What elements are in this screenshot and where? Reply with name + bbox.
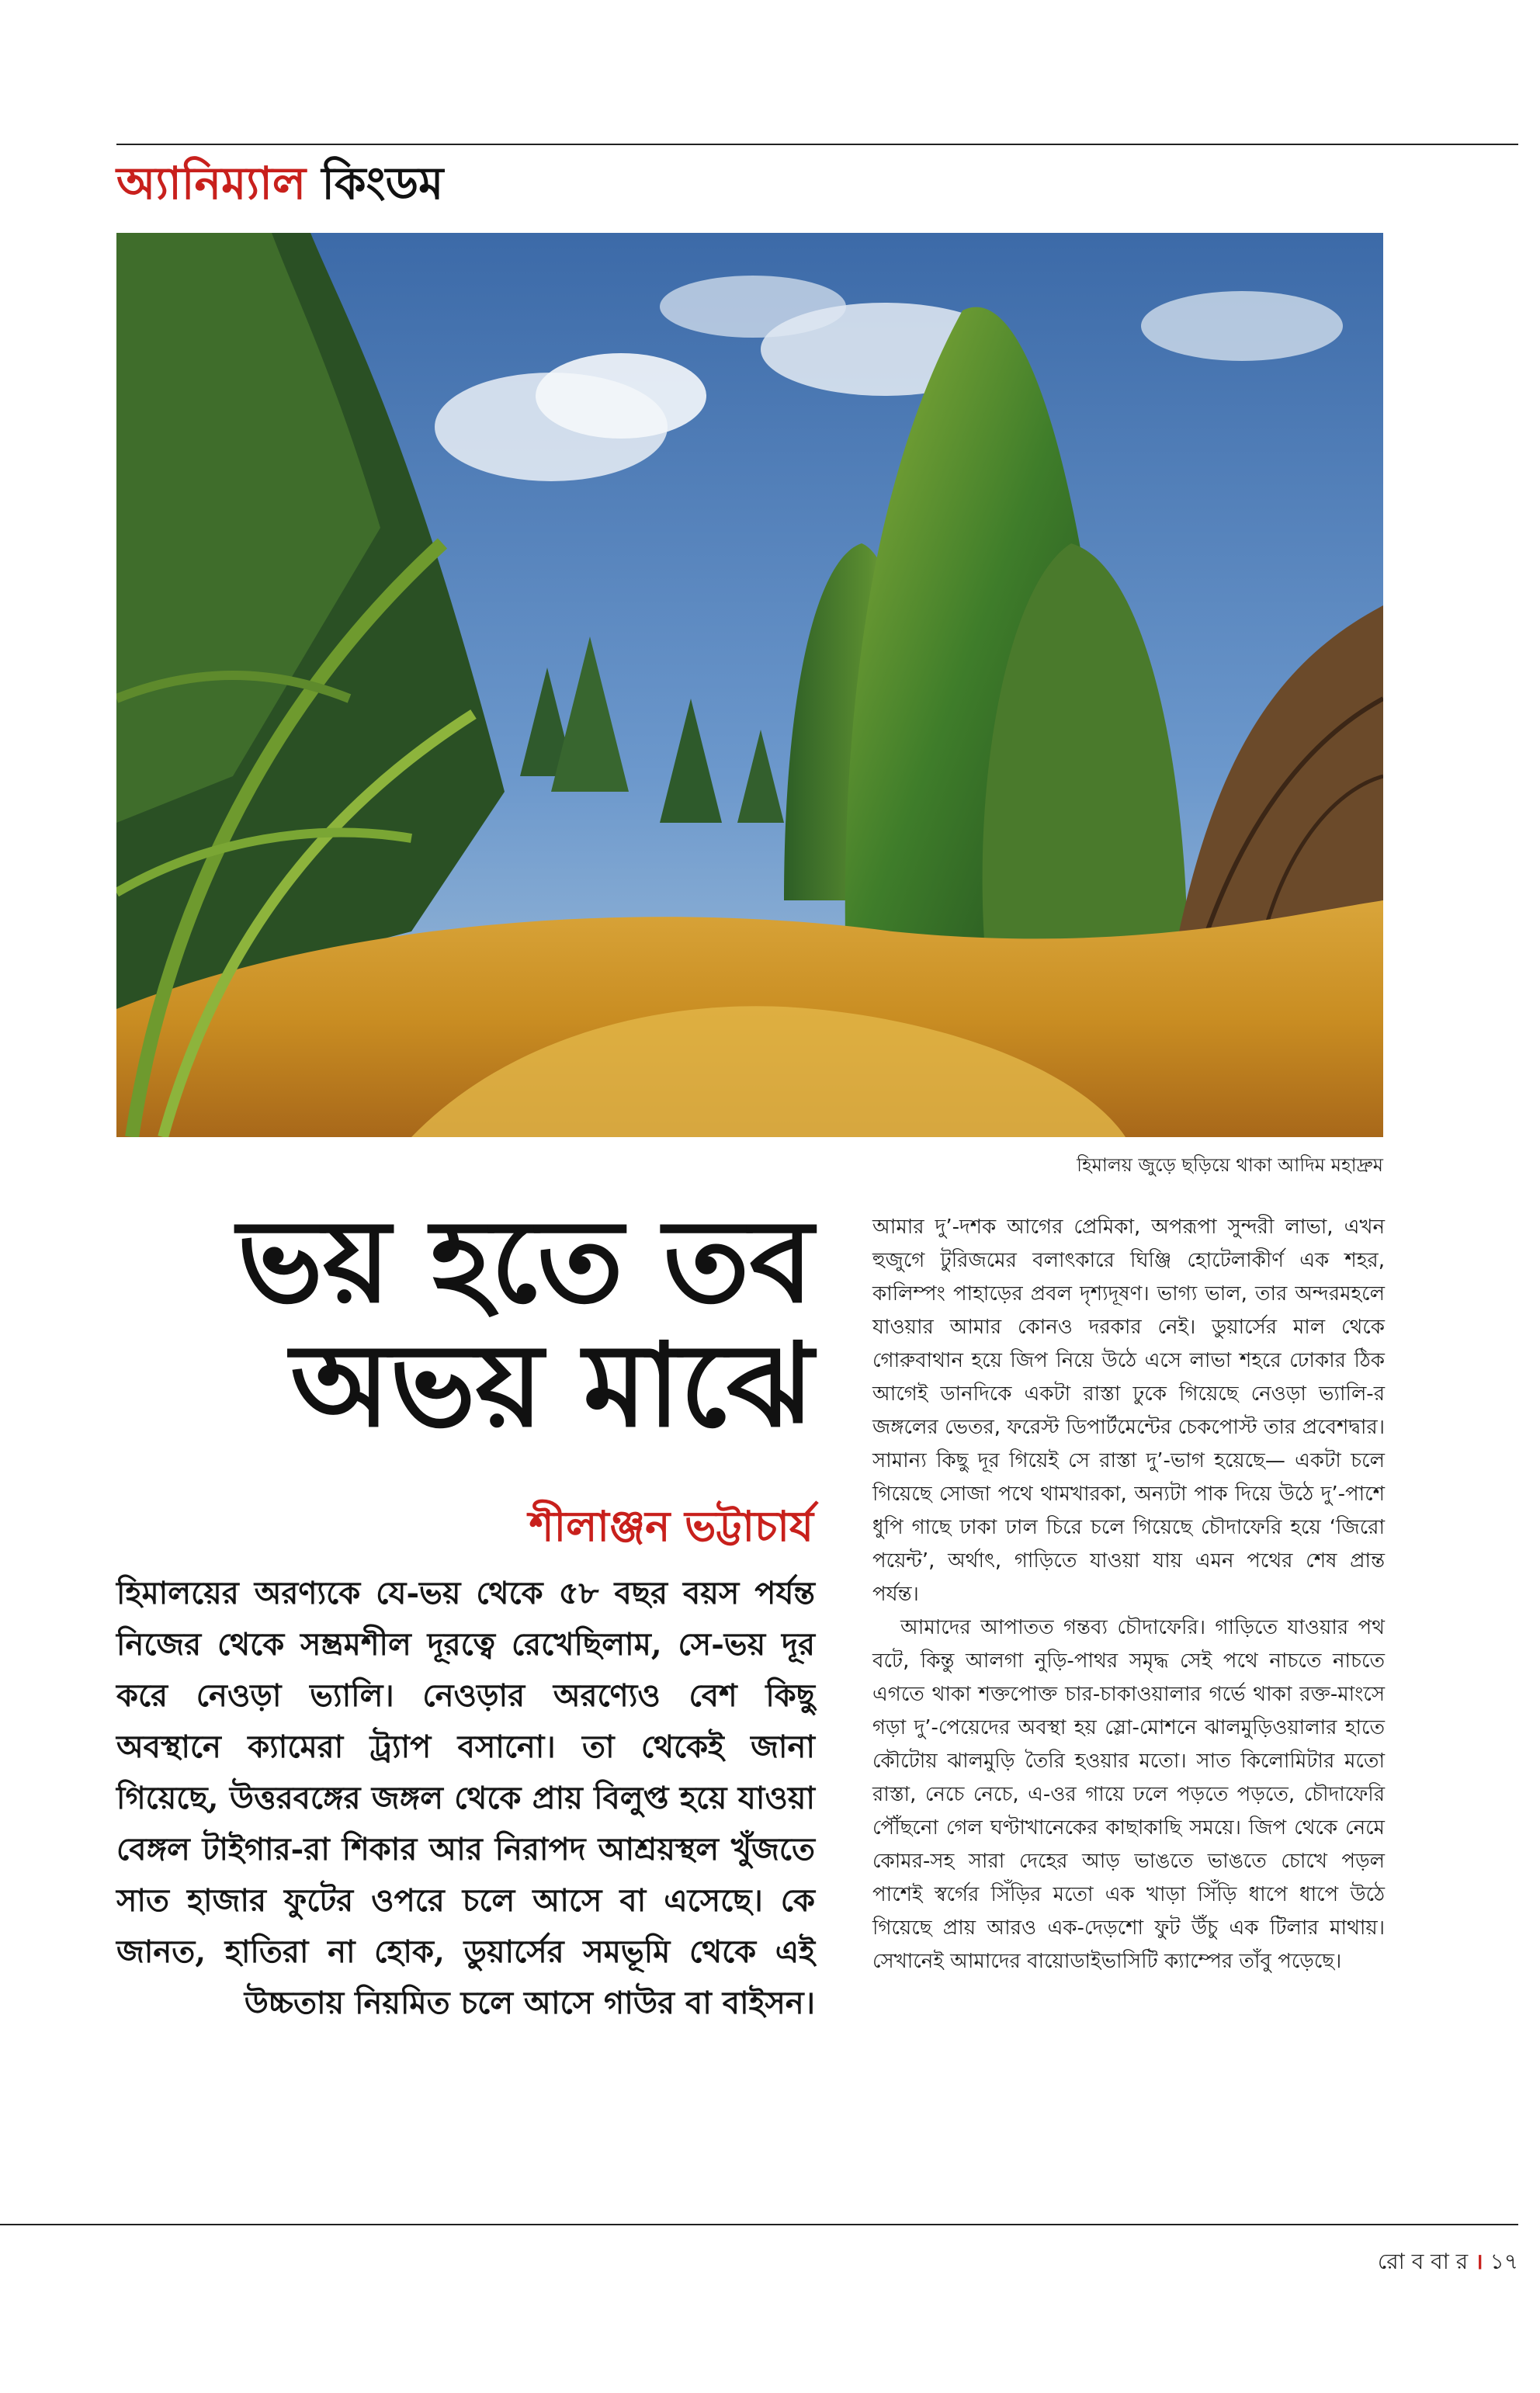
standfirst: হিমালয়ের অরণ্যকে যে-ভয় থেকে ৫৮ বছর বয়স পর্যন্ত নিজের থেকে সম্ভ্রমশীল দূরত্বে রেখেছিলাম, সে-ভয় দূর করে নেওড়া ভ্যালি। নেওড়ার অরণ্যেও বেশ কিছু অবস্থানে ক্যামেরা ট্র্যাপ বসানো। তা থেকেই জানা গিয়েছে, উত্তরবঙ্গের জঙ্গল থেকে প্রায় বিলুপ্ত হয়ে যাওয়া বেঙ্গল টাইগার-রা শিকার আর নিরাপদ আশ্রয়স্থল খুঁজতে সাত হাজার ফুটের ওপরে চলে আসে বা এসেছে। কে জানত, হাতিরা না হোক, ডুয়ার্সের সমভূমি থেকে এই উচ্চতায় নিয়মিত চলে আসে গাউর বা বাইসন। (116, 1575, 815, 2021)
headline-line-2: অভয় মাঝে (290, 1316, 813, 1452)
section-label (116, 159, 443, 209)
body-paragraph-2: আমাদের আপাতত গন্তব্য চৌদাফেরি। গাড়িতে যাওয়ার পথ বটে, কিন্তু আলগা নুড়ি-পাথর সমৃদ্ধ সেই পথে নাচতে নাচতে এগতে থাকা শক্তপোক্ত চার-চাকাওয়ালার গর্ভে থাকা রক্ত-মাংসে গড়া দু’-পেয়েদের অবস্থা হয় স্লো-মোশনে ঝালমুড়িওয়ালার হাতে কৌটোয় ঝালমুড়ি তৈরি হওয়ার মতো। সাত কিলোমিটার মতো রাস্তা, নেচে নেচে, এ-ওর গায়ে ঢলে পড়তে পড়তে, চৌদাফেরি পৌঁছনো গেল ঘণ্টাখানেকের কাছাকাছি সময়ে। জিপ থেকে নেমে কোমর-সহ সারা দেহের আড় ভাঙতে ভাঙতে চোখে পড়ল পাশেই স্বর্গের সিঁড়ির মতো এক খাড়া সিঁড়ি ধাপে ধাপে উঠে গিয়েছে প্রায় আরও এক-দেড়শো ফুট উঁচু এক টিলার মাথায়। সেখানেই আমাদের বায়োডাইভাসিটি ক্যাম্পের তাঁবু পড়েছে। (872, 1616, 1385, 1973)
page-number: ১৭ (1490, 2249, 1518, 2274)
byline: শীলাঞ্জন ভট্টাচার্য (529, 1501, 813, 1551)
top-rule (116, 144, 1518, 145)
body-paragraph-1: আমার দু’-দশক আগের প্রেমিকা, অপরূপা সুন্দরী লাভা, এখন হুজুগে টুরিজমের বলাৎকারে ঘিঞ্জি হোটেলাকীর্ণ এক শহর, কালিম্পং পাহাড়ের প্রবল দৃশ্যদূষণ। ভাগ্য ভাল, তার অন্দরমহলে যাওয়ার আমার কোনও দরকার নেই। ডুয়ার্সের মাল থেকে গোরুবাথান হয়ে জিপ নিয়ে উঠে এসে লাভা শহরে ঢোকার ঠিক আগেই ডানদিকে একটা রাস্তা ঢুকে গিয়েছে নেওড়া ভ্যালি-র জঙ্গলের ভেতর, ফরেস্ট ডিপার্টমেন্টের চেকপোস্ট তার প্রবেশদ্বার। সামান্য কিছু দূর গিয়েই সে রাস্তা দু’-ভাগ হয়েছে— একটা চলে গিয়েছে সোজা পথে থামখারকা, অন্যটা পাক দিয়ে উঠে দু’-পাশে ধুপি গাছে ঢাকা ঢাল চিরে চলে গিয়েছে চৌদাফেরি হয়ে ‘জিরো পয়েন্ট’, অর্থাৎ, গাড়িতে যাওয়া যায় এমন পথের শেষ প্রান্ত পর্যন্ত। (872, 1216, 1385, 1606)
footer-paper-name: রো ব বা র (1377, 2249, 1469, 2274)
photo-caption: হিমালয় জুড়ে ছড়িয়ে থাকা আদিম মহাদ্রুম (1077, 1154, 1383, 1176)
article-body (872, 1211, 1385, 1979)
section-label-red: অ্যানিম্যাল (116, 157, 307, 210)
section-label-black: কিংডম (321, 157, 444, 210)
page-footer (1378, 2245, 1518, 2281)
headline-line-1: ভয় হতে তব (237, 1193, 813, 1328)
footer-separator: । (1475, 2249, 1483, 2274)
headline (115, 1193, 813, 1452)
bottom-rule (0, 2224, 1518, 2225)
forest-photo (116, 233, 1383, 1137)
